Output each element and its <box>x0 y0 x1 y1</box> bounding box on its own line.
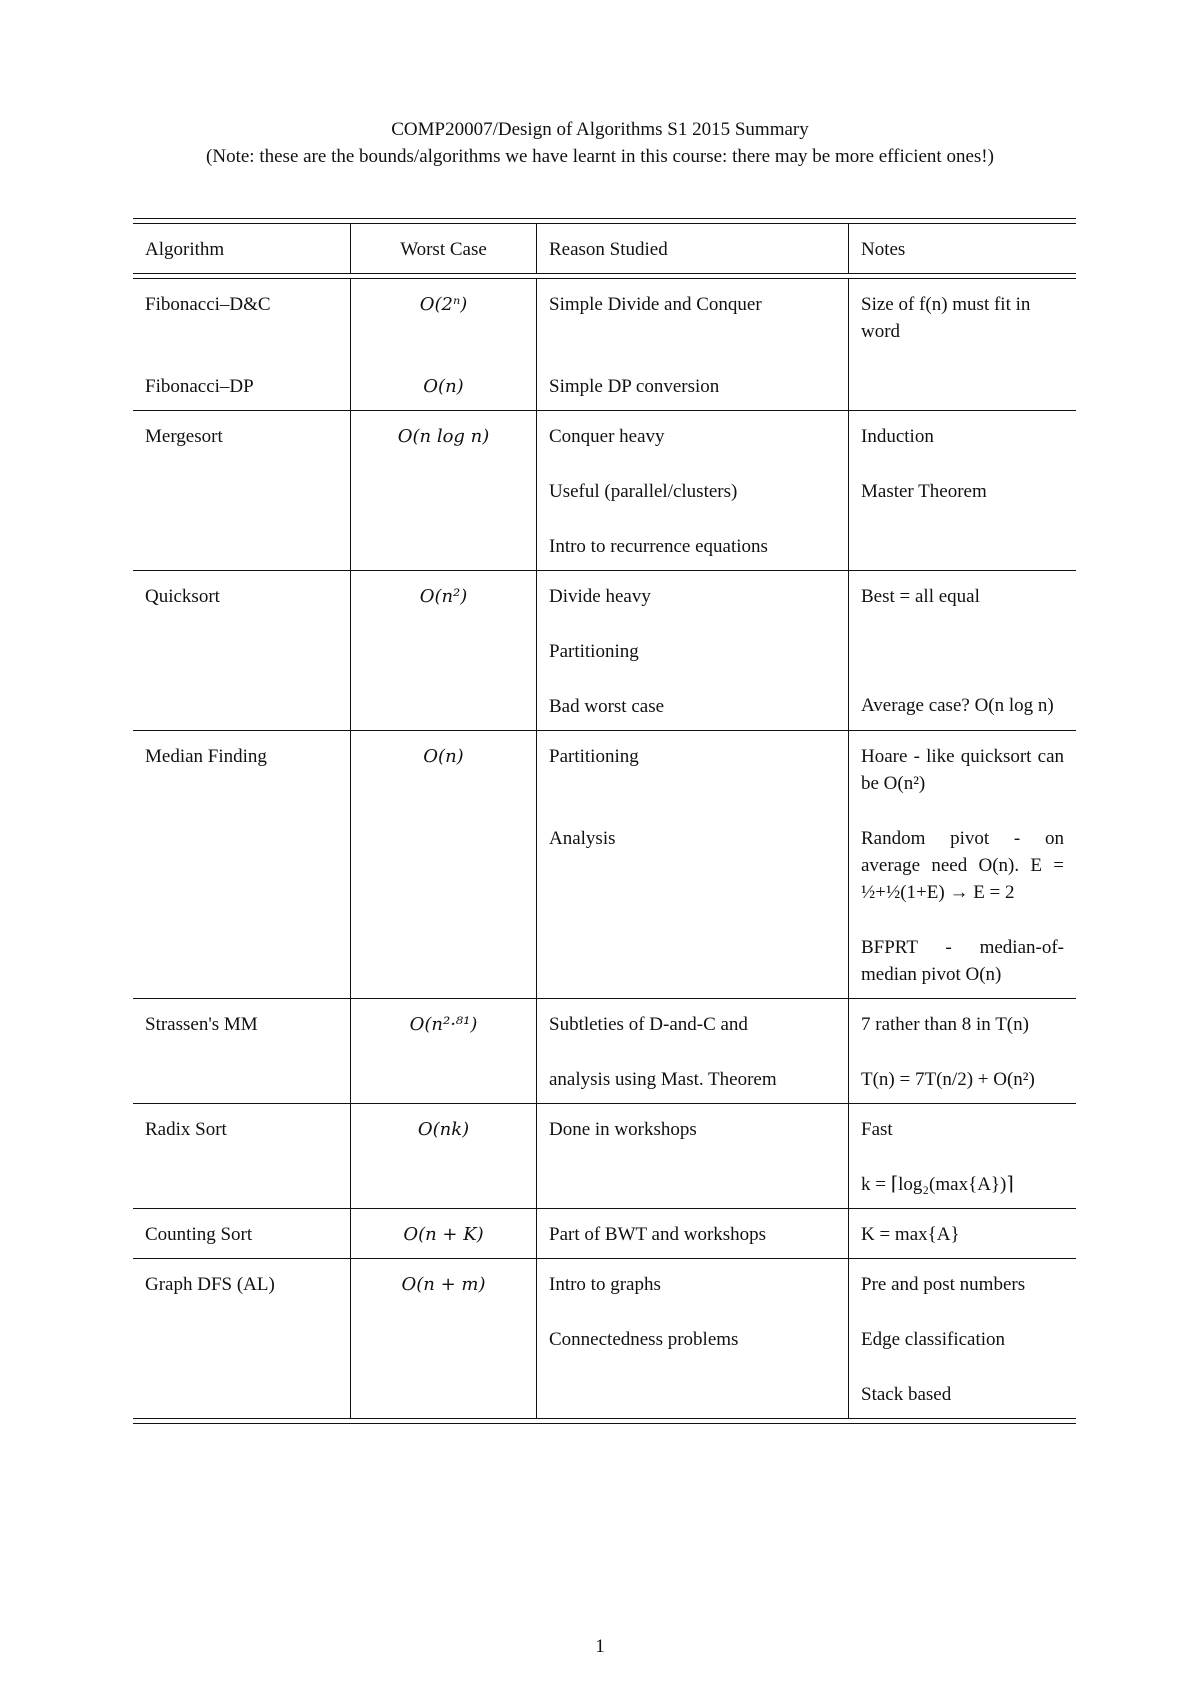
reason-text: Connectedness problems <box>549 1329 739 1350</box>
complexity-value: O(n log n) <box>397 426 490 447</box>
reason-cell <box>537 1259 849 1418</box>
algorithm-name: Mergesort <box>145 426 223 447</box>
reason-text: Partitioning <box>549 746 639 767</box>
note-text: Master Theorem <box>861 481 987 502</box>
complexity-value: O(2ⁿ) <box>419 294 468 315</box>
complexity-value: O(n) <box>423 746 464 767</box>
complexity-value: O(n + K) <box>403 1224 484 1245</box>
note-text: Fast <box>861 1119 893 1140</box>
notes-cell <box>849 411 1076 570</box>
reason-text: analysis using Mast. Theorem <box>549 1069 777 1090</box>
document-header <box>0 116 1200 170</box>
note-text: T(n) = 7T(n/2) + O(n²) <box>861 1069 1035 1090</box>
worst-case-cell <box>351 1104 537 1208</box>
notes-cell <box>849 279 1076 410</box>
column-header-algorithm: Algorithm <box>133 224 351 273</box>
algorithm-cell <box>133 1259 351 1418</box>
reason-text: Partitioning <box>549 641 639 662</box>
document-note: (Note: these are the bounds/algorithms we have learnt in this course: there may be more efficient ones!) <box>206 146 994 167</box>
note-text: Best = all equal <box>861 586 980 607</box>
note-text: K = max{A} <box>861 1224 960 1245</box>
complexity-value: O(nk) <box>417 1119 470 1140</box>
table-row <box>133 571 1076 730</box>
algorithm-cell <box>133 731 351 998</box>
worst-case-cell <box>351 1259 537 1418</box>
reason-cell <box>537 411 849 570</box>
notes-cell <box>849 731 1076 998</box>
notes-cell <box>849 999 1076 1103</box>
algorithm-name: Graph DFS (AL) <box>145 1274 275 1295</box>
reason-text: Intro to recurrence equations <box>549 536 768 557</box>
algorithm-cell <box>133 571 351 730</box>
table-bottom-rule <box>133 1418 1076 1424</box>
reason-text: Intro to graphs <box>549 1274 661 1295</box>
algorithm-name: Radix Sort <box>145 1119 227 1140</box>
notes-cell <box>849 1259 1076 1418</box>
note-text: Random pivot - on average need O(n). E = ½+½(1+E) → E = 2 <box>861 828 1064 903</box>
table-header-row <box>133 224 1076 273</box>
algorithm-cell <box>133 411 351 570</box>
note-text: Pre and post numbers <box>861 1274 1026 1295</box>
note-text: Induction <box>861 426 934 447</box>
complexity-value: O(n²) <box>419 586 468 607</box>
reason-cell <box>537 999 849 1103</box>
column-header-reason: Reason Studied <box>537 224 849 273</box>
worst-case-cell <box>351 731 537 998</box>
worst-case-cell <box>351 999 537 1103</box>
algorithm-name: Quicksort <box>145 586 220 607</box>
note-text: k = ⌈log₂(max{A})⌉ <box>861 1174 1014 1195</box>
table-row <box>133 731 1076 998</box>
notes-cell <box>849 1209 1076 1258</box>
page-number: 1 <box>595 1636 605 1657</box>
algorithm-name: Fibonacci–DP <box>145 376 254 397</box>
worst-case-cell <box>351 571 537 730</box>
reason-text: Useful (parallel/clusters) <box>549 481 738 502</box>
worst-case-cell <box>351 1209 537 1258</box>
worst-case-cell <box>351 279 537 410</box>
algorithm-name: Fibonacci–D&C <box>145 294 271 315</box>
reason-text: Done in workshops <box>549 1119 697 1140</box>
algorithm-cell <box>133 1104 351 1208</box>
table-row <box>133 999 1076 1103</box>
complexity-value: O(n + m) <box>401 1274 486 1295</box>
algorithm-cell <box>133 279 351 410</box>
reason-text: Divide heavy <box>549 586 651 607</box>
table-row <box>133 1209 1076 1258</box>
reason-text: Conquer heavy <box>549 426 665 447</box>
note-text: BFPRT - median-of-median pivot O(n) <box>861 937 1064 985</box>
algorithm-cell <box>133 999 351 1103</box>
reason-cell <box>537 571 849 730</box>
note-text: Stack based <box>861 1384 952 1405</box>
reason-cell <box>537 731 849 998</box>
algorithm-name: Counting Sort <box>145 1224 253 1245</box>
worst-case-cell <box>351 411 537 570</box>
notes-cell <box>849 571 1076 730</box>
reason-text: Analysis <box>549 828 616 849</box>
note-text: Size of f(n) must fit in word <box>861 294 1031 342</box>
note-text: 7 rather than 8 in T(n) <box>861 1014 1029 1035</box>
table-row <box>133 1104 1076 1208</box>
reason-text: Part of BWT and workshops <box>549 1224 767 1245</box>
column-header-notes: Notes <box>861 239 906 260</box>
notes-cell <box>849 1104 1076 1208</box>
note-text: Edge classification <box>861 1329 1006 1350</box>
table-row <box>133 1259 1076 1418</box>
reason-cell <box>537 279 849 410</box>
reason-text: Simple DP conversion <box>549 376 720 397</box>
reason-cell <box>537 1209 849 1258</box>
reason-cell <box>537 1104 849 1208</box>
note-text: Average case? O(n log n) <box>861 695 1054 716</box>
document-title: COMP20007/Design of Algorithms S1 2015 Summary <box>391 119 809 140</box>
note-text: Hoare - like quicksort can be O(n²) <box>861 746 1064 794</box>
algorithm-cell <box>133 1209 351 1258</box>
complexity-value: O(n) <box>423 376 464 397</box>
table-row <box>133 411 1076 570</box>
algorithm-name: Strassen's MM <box>145 1014 258 1035</box>
reason-text: Simple Divide and Conquer <box>549 294 762 315</box>
column-header-worst-case: Worst Case <box>351 224 537 273</box>
complexity-value: O(n²·⁸¹) <box>409 1014 478 1035</box>
summary-table <box>133 218 1076 1424</box>
table-row <box>133 279 1076 410</box>
algorithm-name: Median Finding <box>145 746 267 767</box>
reason-text: Bad worst case <box>549 696 665 717</box>
reason-text: Subtleties of D-and-C and <box>549 1014 748 1035</box>
